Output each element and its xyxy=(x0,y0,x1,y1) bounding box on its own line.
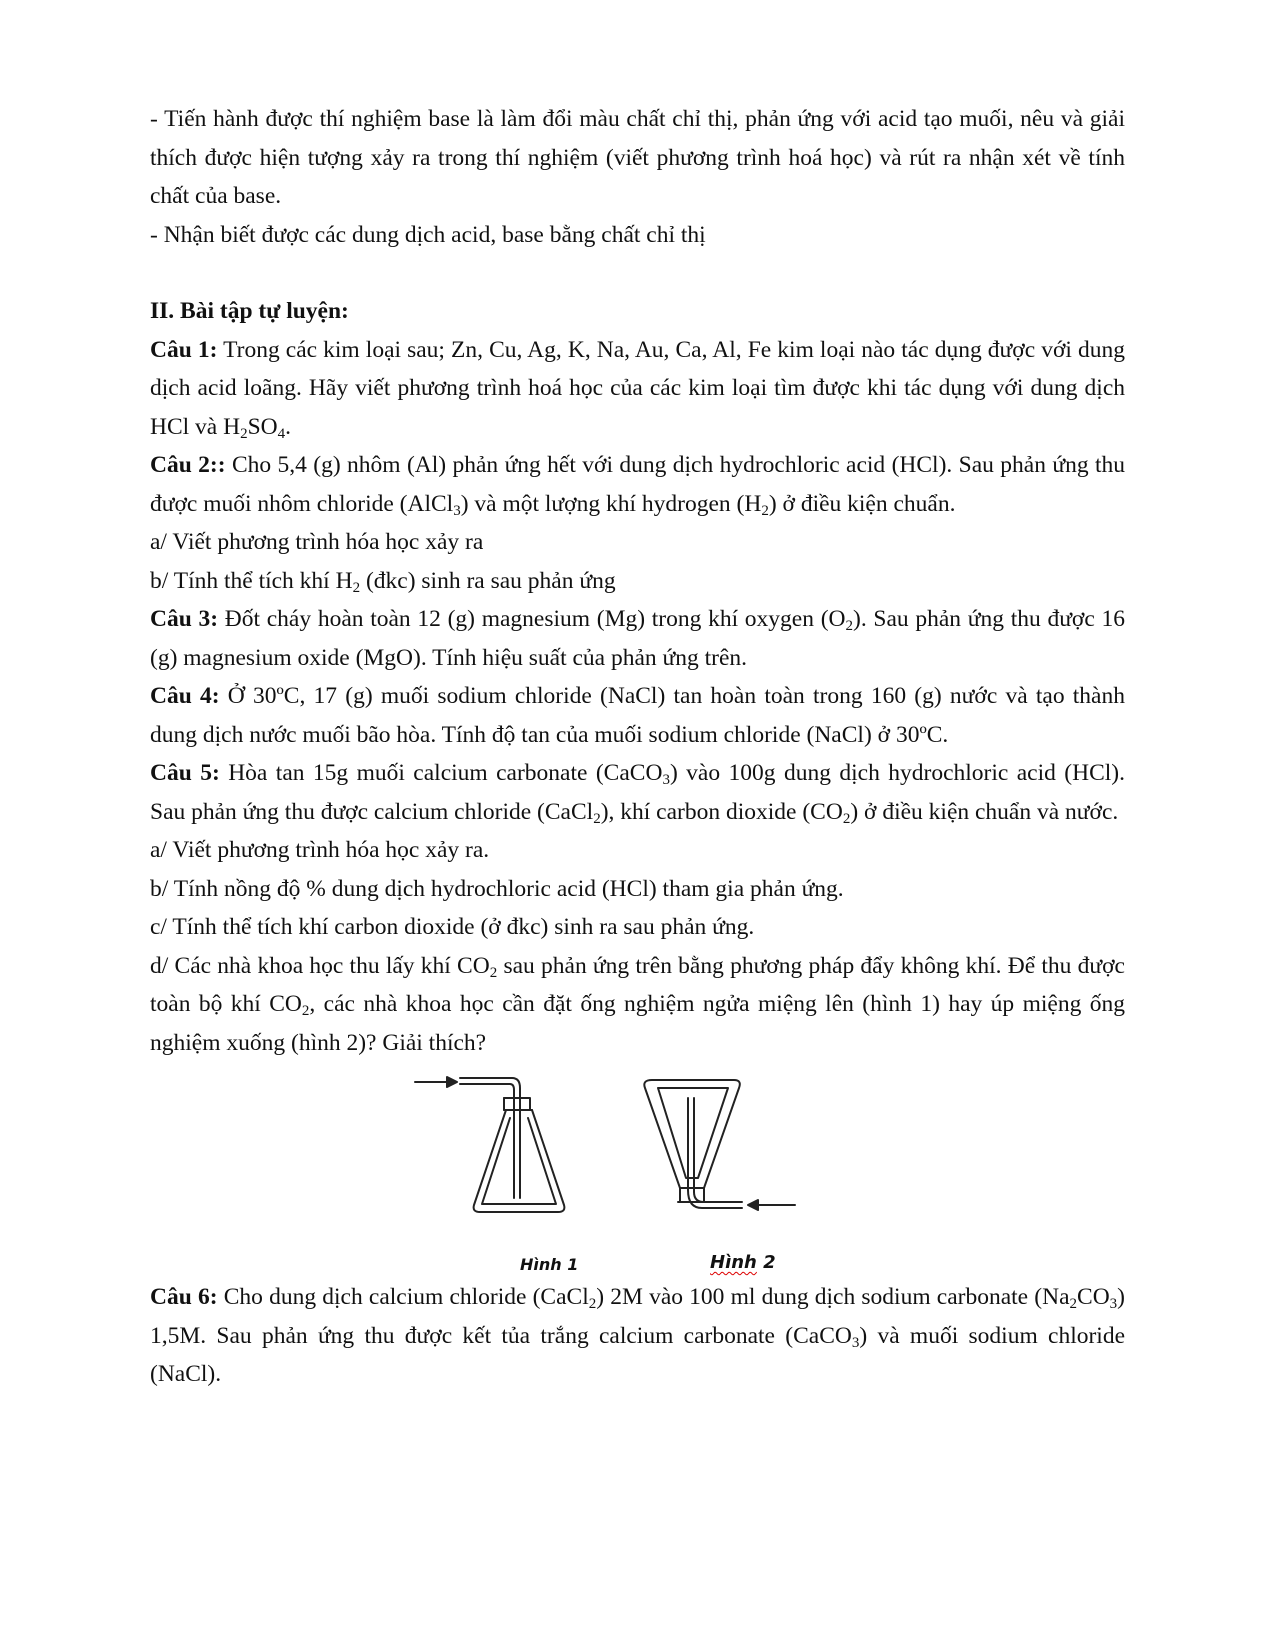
inverted-flask-icon xyxy=(644,1080,795,1210)
question-5-text-3: ), khí carbon dioxide (CO xyxy=(600,798,843,825)
question-6 xyxy=(150,1278,1125,1394)
question-5-label: Câu 5: xyxy=(150,760,220,786)
question-5-part-b: b/ Tính nồng độ % dung dịch hydrochloric acid (HCl) tham gia phản ứng. xyxy=(150,875,844,902)
figure-2-caption xyxy=(710,1254,776,1272)
question-5-part-d-text-3: , các nhà khoa học cần đặt ống nghiệm ngửa miệng lên (hình 1) hay úp miệng ống nghiệm xuống (hình 2)? Giải thích? xyxy=(150,991,1125,1056)
question-3-text-2: ). Sau phản ứng thu được 16 (g) magnesium oxide (MgO). Tính hiệu suất của phản ứng trên. xyxy=(150,606,1125,671)
subscript: 2 xyxy=(588,1296,597,1312)
section-title-text: II. Bài tập tự luyện: xyxy=(150,298,349,324)
question-2-part-a: a/ Viết phương trình hóa học xảy ra xyxy=(150,529,484,555)
subscript: 2 xyxy=(301,1003,310,1019)
subscript: 2 xyxy=(352,579,361,596)
question-5-part-d-text-2: sau phản ứng trên bằng phương pháp đẩy không khí. Để thu được toàn bộ khí CO xyxy=(150,952,1125,1017)
question-3-label: Câu 3: xyxy=(150,606,219,632)
subscript: 2 xyxy=(761,502,769,519)
question-2-part-b-text-2: (đkc) sinh ra sau phản ứng xyxy=(360,567,616,594)
subscript: 3 xyxy=(453,502,461,519)
question-5-text: Hòa tan 15g muối calcium carbonate (CaCO xyxy=(219,760,663,786)
question-2-text-2: ) và một lượng khí hydrogen (H xyxy=(460,490,762,517)
question-5-part-c: c/ Tính thể tích khí carbon dioxide (ở đkc) sinh ra sau phản ứng. xyxy=(150,914,755,940)
question-5-part-a: a/ Viết phương trình hóa học xảy ra. xyxy=(150,837,490,863)
question-1-text: Trong các kim loại sau; Zn, Cu, Ag, K, Na, Au, Ca, Al, Fe kim loại nào tác dụng được với dung dịch acid loãng. Hãy viết phương trình hoá học của các kim loại tìm được khi tác dụng với dung dịch HCl và H xyxy=(150,336,1125,440)
question-6-text-2: ) 2M vào 100 ml dung dịch sodium carbonate (Na xyxy=(596,1284,1070,1310)
question-6-text-5: ) và muối sodium chloride (NaCl). xyxy=(150,1322,1126,1387)
section-title xyxy=(150,292,1125,331)
question-2-text-3: ) ở điều kiện chuẩn. xyxy=(768,490,956,517)
subscript: 3 xyxy=(662,772,670,788)
question-4-text: Ở 30ºC, 17 (g) muối sodium chloride (NaCl) tan hoàn toàn trong 160 (g) nước và tạo thành dung dịch nước muối bão hòa. Tính độ tan của muối sodium chloride (NaCl) ở 30ºC. xyxy=(150,683,1125,748)
question-2 xyxy=(150,446,1125,523)
question-5-text-4: ) ở điều kiện chuẩn và nước. xyxy=(850,798,1119,825)
figure-2-caption-number: 2 xyxy=(756,1252,776,1273)
subscript: 2 xyxy=(593,810,601,827)
subscript: 2 xyxy=(489,964,498,981)
question-1-label: Câu 1: xyxy=(150,336,218,363)
question-2-part-b xyxy=(150,562,1125,601)
question-1-text-3: . xyxy=(285,413,291,440)
question-3 xyxy=(150,600,1125,677)
intro-line-1: - Tiến hành được thí nghiệm base là làm đổi màu chất chỉ thị, phản ứng với acid tạo muối, nêu và giải thích được hiện tượng xảy ra trong thí nghiệm (viết phương trình hoá học) và rút ra nhận xét về tính chất của base. xyxy=(150,106,1125,209)
upright-flask-icon xyxy=(415,1077,564,1212)
document-content xyxy=(150,100,1125,1394)
subscript: 4 xyxy=(277,425,286,442)
flask-diagrams xyxy=(412,1070,812,1255)
question-4 xyxy=(150,677,1125,754)
question-1-text-2: SO xyxy=(247,413,278,440)
question-6-text: Cho dung dịch calcium chloride (CaCl xyxy=(217,1284,589,1310)
subscript: 2 xyxy=(240,425,248,442)
subscript: 2 xyxy=(842,810,851,827)
subscript: 2 xyxy=(1069,1296,1078,1312)
experiment-figure xyxy=(150,1070,1125,1278)
figure-2-caption-word: Hình xyxy=(710,1252,757,1273)
subscript: 3 xyxy=(851,1334,860,1351)
question-5-text-2: ) vào 100g dung dịch hydrochloric acid (HCl). Sau phản ứng thu được calcium chloride (CaCl xyxy=(150,760,1125,825)
question-1 xyxy=(150,331,1125,447)
question-4-label: Câu 4: xyxy=(150,683,220,709)
question-6-text-3: CO xyxy=(1077,1284,1110,1310)
question-6-label: Câu 6: xyxy=(150,1284,218,1310)
question-3-text: Đốt cháy hoàn toàn 12 (g) magnesium (Mg) trong khí oxygen (O xyxy=(218,606,846,632)
question-2-label: Câu 2:: xyxy=(150,452,226,478)
subscript: 2 xyxy=(845,618,853,634)
question-2-part-b-text: b/ Tính thể tích khí H xyxy=(150,567,353,594)
figure-1-caption: Hình 1 xyxy=(520,1255,579,1274)
question-5-part-d-text: d/ Các nhà khoa học thu lấy khí CO xyxy=(150,952,490,979)
spacer xyxy=(150,254,1125,292)
subscript: 3 xyxy=(1109,1296,1118,1312)
intro-line-2: - Nhận biết được các dung dịch acid, base bằng chất chỉ thị xyxy=(150,221,706,248)
question-5 xyxy=(150,754,1125,831)
question-2-text: Cho 5,4 (g) nhôm (Al) phản ứng hết với dung dịch hydrochloric acid (HCl). Sau phản ứng thu được muối nhôm chloride (AlCl xyxy=(150,452,1125,517)
question-6-text-4: ) 1,5M. Sau phản ứng thu được kết tủa trắng calcium carbonate (CaCO xyxy=(150,1284,1125,1349)
question-5-part-d xyxy=(150,947,1125,1063)
